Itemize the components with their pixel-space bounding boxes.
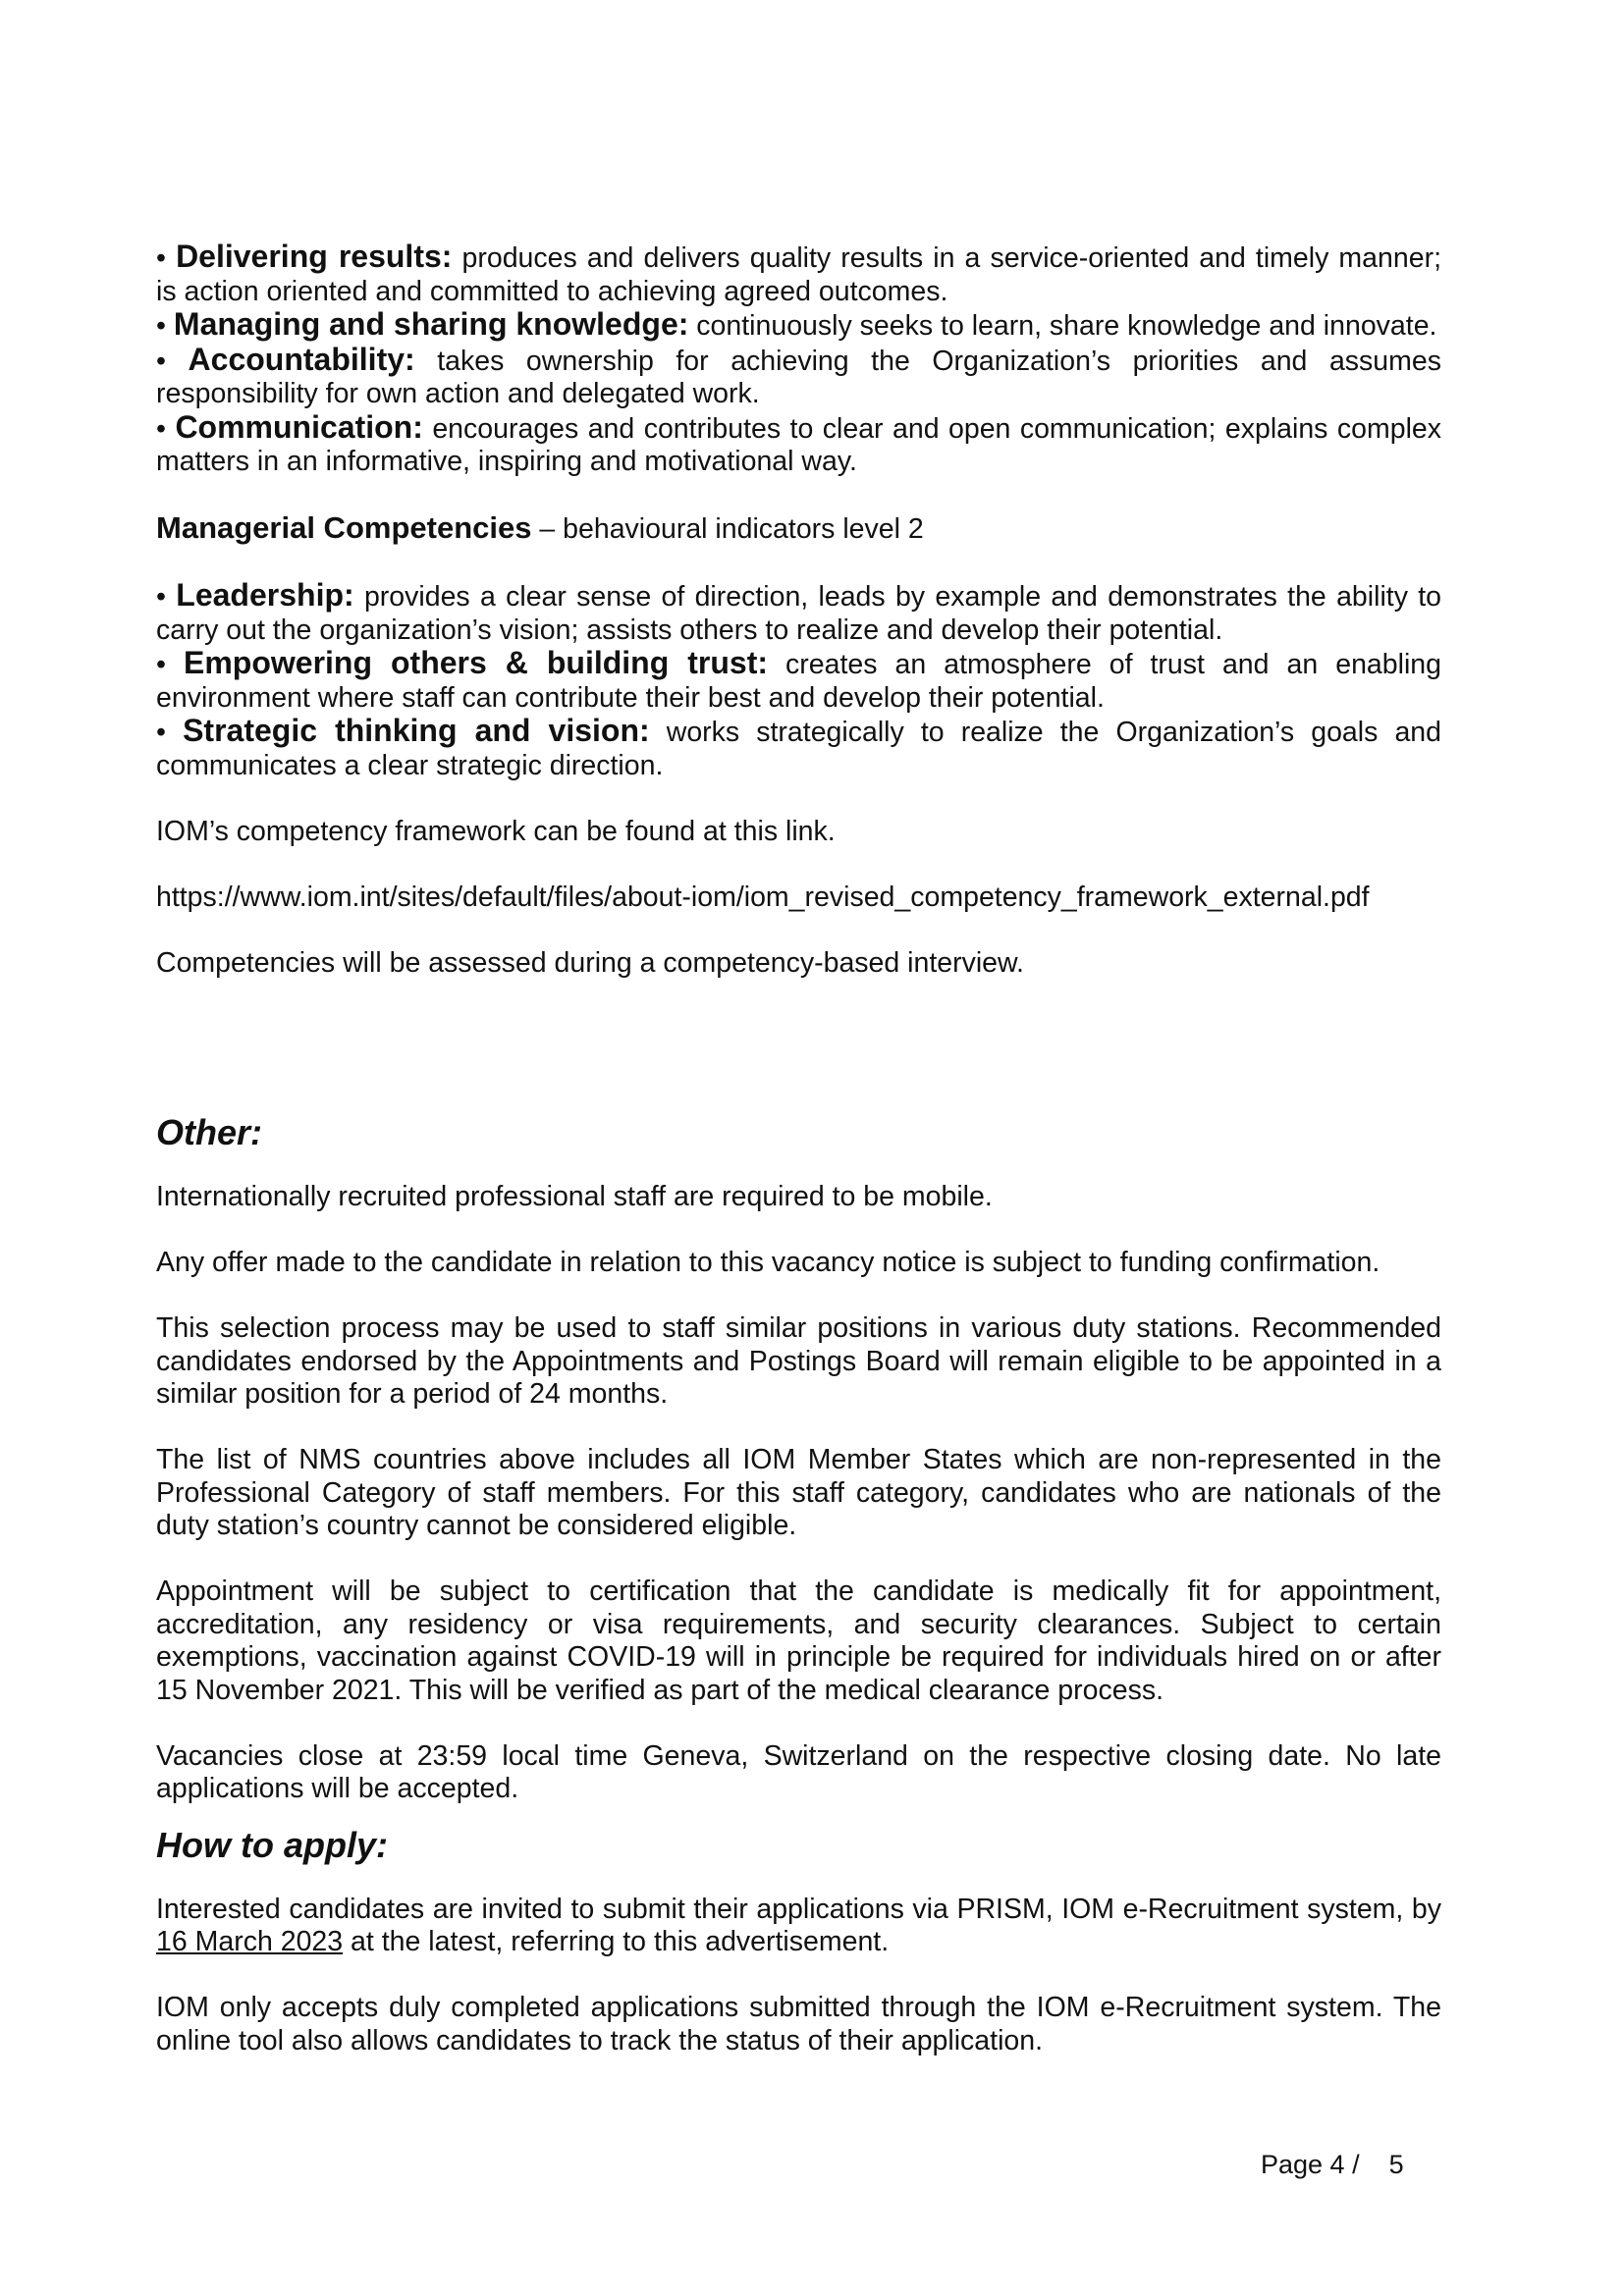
bullet-term: Delivering results: bbox=[176, 239, 453, 274]
page-number: Page 4 / 5 bbox=[1261, 2150, 1404, 2179]
bullet-delivering-results: • Delivering results: produces and delivers quality results in a service-oriented and timely manner; is action oriented and committed to achieving agreed outcomes. bbox=[156, 239, 1441, 307]
bullet-term: Leadership: bbox=[176, 577, 354, 613]
managerial-title: Managerial Competencies bbox=[156, 510, 532, 545]
how-to-apply-paragraph: IOM only accepts duly completed applications submitted through the IOM e-Recruitment system. The online tool also allows candidates to track the status of their application. bbox=[156, 1992, 1441, 2056]
closing-date: 16 March 2023 bbox=[156, 1926, 344, 1957]
bullet-term: Managing and sharing knowledge: bbox=[173, 306, 689, 342]
assessment-text: Competencies will be assessed during a competency-based interview. bbox=[156, 946, 1024, 979]
bullet-text: works strategically to realize the Organization’s goals and communicates a clear strategic direction. bbox=[156, 717, 1441, 781]
other-heading: Other: bbox=[156, 1112, 262, 1152]
bullet-text: takes ownership for achieving the Organization’s priorities and assumes responsibility for own action and delegated work. bbox=[156, 345, 1441, 409]
managerial-competencies-heading bbox=[156, 511, 1441, 547]
managerial-subtitle: – behavioural indicators level 2 bbox=[531, 513, 924, 545]
bullet-strategic-thinking: • Strategic thinking and vision: works strategically to realize the Organization’s goals and communicates a clear strategic direction. bbox=[156, 713, 1441, 781]
bullet-term: Communication: bbox=[175, 408, 423, 445]
bullet-text: creates an atmosphere of trust and an enabling environment where staff can contribute their best and develop their potential. bbox=[156, 649, 1441, 714]
bullet-text: provides a clear sense of direction, leads by example and demonstrates the ability to carry out the organization’s vision; assists others to realize and develop their potential. bbox=[156, 581, 1441, 646]
framework-text: IOM’s competency framework can be found at this link. bbox=[156, 815, 836, 847]
other-paragraph: The list of NMS countries above includes all IOM Member States which are non-represented in the Professional Category of staff members. For this staff category, candidates who are nationals of the duty station’s country cannot be considered eligible. bbox=[156, 1444, 1441, 1541]
bullet-term: Accountability: bbox=[188, 341, 415, 377]
other-paragraph: Appointment will be subject to certification that the candidate is medically fit for appointment, accreditation, any residency or visa requirements, and security clearances. Subject to certain exemptions, vaccination against COVID-19 will in principle be required for individuals hired on or after 15 November 2021. This will be verified as part of the medical clearance process. bbox=[156, 1575, 1441, 1706]
document-page bbox=[156, 240, 1441, 2057]
bullet-text: continuously seeks to learn, share knowledge and innovate. bbox=[688, 310, 1437, 342]
apply-text-after: at the latest, referring to this advertisement. bbox=[343, 1926, 890, 1957]
bullet-text: encourages and contributes to clear and open communication; explains complex matters in an informative, inspiring and motivational way. bbox=[156, 412, 1441, 477]
bullet-empowering-others: • Empowering others & building trust: creates an atmosphere of trust and an enabling environment where staff can contribute their best and develop their potential. bbox=[156, 645, 1441, 714]
bullet-leadership: • Leadership: provides a clear sense of direction, leads by example and demonstrates the ability to carry out the organization’s vision; assists others to realize and develop their potential. bbox=[156, 577, 1441, 646]
other-paragraph: Any offer made to the candidate in relation to this vacancy notice is subject to funding confirmation. bbox=[156, 1247, 1380, 1278]
core-competencies-list bbox=[156, 240, 1441, 479]
bullet-communication: • Communication: encourages and contributes to clear and open communication; explains complex matters in an informative, inspiring and motivational way. bbox=[156, 408, 1441, 477]
other-paragraph: Vacancies close at 23:59 local time Geneva, Switzerland on the respective closing date. No late applications will be accepted. bbox=[156, 1739, 1441, 1804]
bullet-text: produces and delivers quality results in a service-oriented and timely manner; is action oriented and committed to achieving agreed outcomes. bbox=[156, 242, 1441, 307]
apply-text-before: Interested candidates are invited to submit their applications via PRISM, IOM e-Recruitment system, by bbox=[156, 1893, 1441, 1925]
bullet-accountability: • Accountability: takes ownership for achieving the Organization’s priorities and assumes responsibility for own action and delegated work. bbox=[156, 341, 1441, 409]
how-to-apply-paragraph bbox=[156, 1894, 1441, 1959]
other-paragraph: Internationally recruited professional staff are required to be mobile. bbox=[156, 1181, 993, 1212]
bullet-managing-knowledge: • Managing and sharing knowledge: continuously seeks to learn, share knowledge and innovate. bbox=[156, 306, 1437, 342]
how-to-apply-heading: How to apply: bbox=[156, 1824, 388, 1865]
managerial-competencies-list bbox=[156, 579, 1441, 782]
other-paragraph: This selection process may be used to staff similar positions in various duty stations. Recommended candidates endorsed by the Appointments and Postings Board will remain eligible to be appointed in a similar position for a period of 24 months. bbox=[156, 1312, 1441, 1410]
bullet-term: Strategic thinking and vision: bbox=[183, 713, 650, 748]
framework-link[interactable]: https://www.iom.int/sites/default/files/about-iom/iom_revised_competency_framework_external.pdf bbox=[156, 881, 1370, 913]
bullet-term: Empowering others & building trust: bbox=[184, 645, 769, 680]
